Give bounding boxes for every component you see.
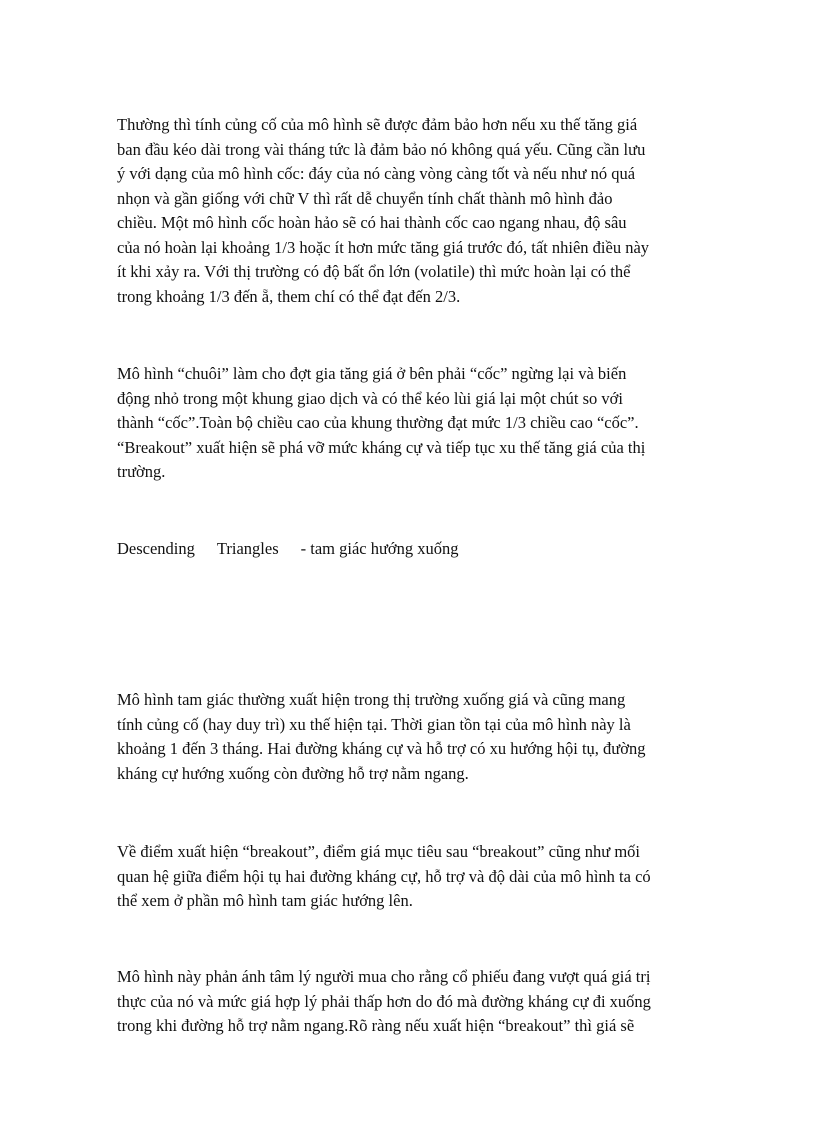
text-line: Mô hình này phản ánh tâm lý người mua cho rằng cổ phiếu đang vượt quá giá trị [117, 967, 651, 986]
text-line: trong khoảng 1/3 đến ẵ, them chí có thể đạt đến 2/3. [117, 286, 461, 306]
paragraph-handle-pattern [117, 362, 757, 485]
text-line: nhọn và gần giống với chữ V thì rất dễ chuyển tính chất thành mô hình đảo [117, 188, 613, 208]
paragraph-triangle-intro [117, 688, 757, 786]
text-line: Mô hình tam giác thường xuất hiện trong thị trường xuống giá và cũng mang [117, 690, 626, 709]
text-line: trong khi đường hỗ trợ nằm ngang.Rõ ràng nếu xuất hiện “breakout” thì giá sẽ [117, 1016, 635, 1035]
text-line: quan hệ giữa điểm hội tụ hai đường kháng cự, hỗ trợ và độ dài của mô hình ta có [117, 866, 651, 886]
heading-word-descending: Descending [117, 539, 195, 558]
text-line: tính củng cố (hay duy trì) xu thế hiện tại. Thời gian tồn tại của mô hình này là [117, 714, 631, 734]
text-line: Thường thì tính củng cố của mô hình sẽ được đảm bảo hơn nếu xu thế tăng giá [117, 115, 638, 134]
text-line: thể xem ở phần mô hình tam giác hướng lên. [117, 891, 413, 910]
paragraph-cup-pattern [117, 113, 757, 309]
text-line: động nhỏ trong một khung giao dịch và có thể kéo lùi giá lại một chút so với [117, 388, 623, 408]
text-line: “Breakout” xuất hiện sẽ phá vỡ mức kháng cự và tiếp tục xu thế tăng giá của thị [117, 437, 646, 457]
paragraph-breakout-reference [117, 840, 757, 914]
text-line: ít khi xảy ra. Với thị trường có độ bất ổn lớn (volatile) thì mức hoàn lại có thể [117, 262, 631, 281]
text-line: khoảng 1 đến 3 tháng. Hai đường kháng cự và hỗ trợ có xu hướng hội tụ, đường [117, 739, 646, 758]
text-line: thực của nó và mức giá hợp lý phải thấp hơn do đó mà đường kháng cự đi xuống [117, 991, 651, 1011]
text-line: trường. [117, 462, 166, 481]
heading-line [117, 537, 757, 562]
heading-word-triangles: Triangles [216, 539, 279, 558]
text-line: chiều. Một mô hình cốc hoàn hảo sẽ có hai thành cốc cao ngang nhau, độ sâu [117, 213, 627, 232]
text-line: của nó hoàn lại khoảng 1/3 hoặc ít hơn mức tăng giá trước đó, tất nhiên điều này [117, 237, 650, 257]
text-line: thành “cốc”.Toàn bộ chiều cao của khung thường đạt mức 1/3 chiều cao “cốc”. [117, 413, 639, 432]
text-line: Về điểm xuất hiện “breakout”, điểm giá mục tiêu sau “breakout” cũng như mối [117, 842, 641, 861]
text-line: Mô hình “chuôi” làm cho đợt gia tăng giá ở bên phải “cốc” ngừng lại và biến [117, 364, 627, 383]
text-line: kháng cự hướng xuống còn đường hỗ trợ nằm ngang. [117, 763, 469, 783]
text-line: ban đầu kéo dài trong vài tháng tức là đảm bảo nó không quá yếu. Cũng cần lưu [117, 139, 646, 159]
paragraph-buyer-psychology [117, 965, 757, 1039]
section-heading [117, 537, 757, 562]
text-line: ý với dạng của mô hình cốc: đáy của nó càng vòng càng tốt và nếu như nó quá [117, 164, 636, 183]
heading-subtitle: - tam giác hướng xuống [300, 539, 459, 558]
